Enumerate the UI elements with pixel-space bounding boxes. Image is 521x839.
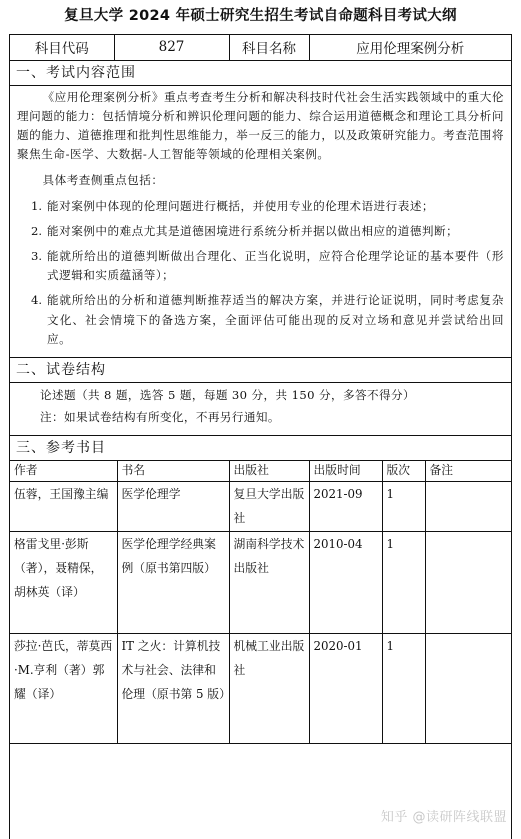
cell-note bbox=[425, 633, 511, 743]
watermark bbox=[381, 806, 507, 825]
watermark-text: 知乎 @读研阵线联盟 bbox=[380, 810, 507, 825]
exam-structure-note: 注：如果试卷结构有所变化，不再另行通知。 bbox=[40, 410, 280, 425]
column-header-edition: 版次 bbox=[382, 461, 425, 481]
cell-publisher: 机械工业出版社 bbox=[229, 633, 309, 743]
cell-book: IT 之火：计算机技术与社会、法律和伦理（原书第 5 版） bbox=[117, 633, 229, 743]
column-header-book: 书名 bbox=[117, 461, 229, 481]
table-row bbox=[10, 633, 511, 743]
cell-note bbox=[425, 481, 511, 531]
column-header-date: 出版时间 bbox=[309, 461, 382, 481]
section-2-body bbox=[10, 383, 511, 436]
cell-book: 医学伦理学 bbox=[117, 481, 229, 531]
subject-name-value: 应用伦理案例分析 bbox=[309, 35, 511, 60]
column-header-note: 备注 bbox=[425, 461, 511, 481]
list-item bbox=[17, 247, 504, 285]
cell-author: 莎拉·芭氏，蒂莫西·M.亨利（著）郭耀（译） bbox=[10, 633, 117, 743]
cell-publisher: 湖南科学技术出版社 bbox=[229, 531, 309, 633]
list-item-number: 2. bbox=[31, 223, 43, 238]
subject-name-label: 科目名称 bbox=[229, 35, 309, 60]
list-item-number: 4. bbox=[31, 293, 43, 308]
cell-note bbox=[425, 531, 511, 633]
section-3-heading: 三、参考书目 bbox=[10, 436, 511, 461]
cell-date: 2020-01 bbox=[309, 633, 382, 743]
cell-edition: 1 bbox=[382, 481, 425, 531]
cell-date: 2010-04 bbox=[309, 531, 382, 633]
list-item-number: 1. bbox=[31, 198, 43, 213]
column-header-author: 作者 bbox=[10, 461, 117, 481]
syllabus-frame bbox=[9, 34, 512, 839]
subject-code-value: 827 bbox=[114, 35, 229, 60]
list-item bbox=[17, 197, 504, 216]
column-header-publisher: 出版社 bbox=[229, 461, 309, 481]
table-header-row bbox=[10, 461, 511, 481]
cell-author: 格雷戈里·彭斯（著），聂精保，胡林英（译） bbox=[10, 531, 117, 633]
page-title: 复旦大学 2024 年硕士研究生招生考试自命题科目考试大纲 bbox=[64, 8, 457, 24]
subject-code-label: 科目代码 bbox=[10, 35, 114, 60]
reference-books-table bbox=[10, 461, 511, 744]
cell-book: 医学伦理学经典案例（原书第四版） bbox=[117, 531, 229, 633]
list-item-text: 能就所给出的道德判断做出合理化、正当化说明，应符合伦理学论证的基本要件（形式逻辑和实质蕴涵等）； bbox=[47, 248, 504, 283]
list-item-text: 能对案例中的难点尤其是道德困境进行系统分析并据以做出相应的道德判断； bbox=[47, 223, 459, 238]
table-row bbox=[10, 531, 511, 633]
section-2-heading: 二、试卷结构 bbox=[10, 358, 511, 383]
section-1-subheading: 具体考查侧重点包括： bbox=[42, 173, 164, 188]
section-1-paragraph: 《应用伦理案例分析》重点考查考生分析和解决科技时代社会生活实践领域中的重大伦理问题的能力：包括情境分析和辨识伦理问题的能力、综合运用道德概念和理论工具分析问题的能力、道德推理和批判性思维能力，举一反三的能力，以及政策研究能力。考查范围将聚焦生命-医学、大数据-人工智能等领域的伦理相关案例。 bbox=[17, 89, 504, 162]
cell-date: 2021-09 bbox=[309, 481, 382, 531]
list-item-text: 能就所给出的分析和道德判断推荐适当的解决方案，并进行论证说明，同时考虑复杂文化、社会情境下的备选方案，全面评估可能出现的反对立场和意见并尝试给出回应。 bbox=[47, 293, 504, 346]
list-item bbox=[17, 222, 504, 241]
cell-edition: 1 bbox=[382, 531, 425, 633]
exam-structure-line: 论述题（共 8 题，选答 5 题，每题 30 分，共 150 分，多答不得分） bbox=[40, 387, 415, 402]
list-item bbox=[17, 291, 504, 349]
list-item-text: 能对案例中体现的伦理问题进行概括，并使用专业的伦理术语进行表述； bbox=[47, 198, 435, 213]
section-1-heading: 一、考试内容范围 bbox=[10, 61, 511, 86]
table-row bbox=[10, 481, 511, 531]
cell-author: 伍蓉，王国豫主编 bbox=[10, 481, 117, 531]
cell-publisher: 复旦大学出版社 bbox=[229, 481, 309, 531]
subject-code-table bbox=[10, 35, 511, 61]
section-1-body bbox=[10, 86, 511, 358]
cell-edition: 1 bbox=[382, 633, 425, 743]
list-item-number: 3. bbox=[31, 248, 43, 263]
